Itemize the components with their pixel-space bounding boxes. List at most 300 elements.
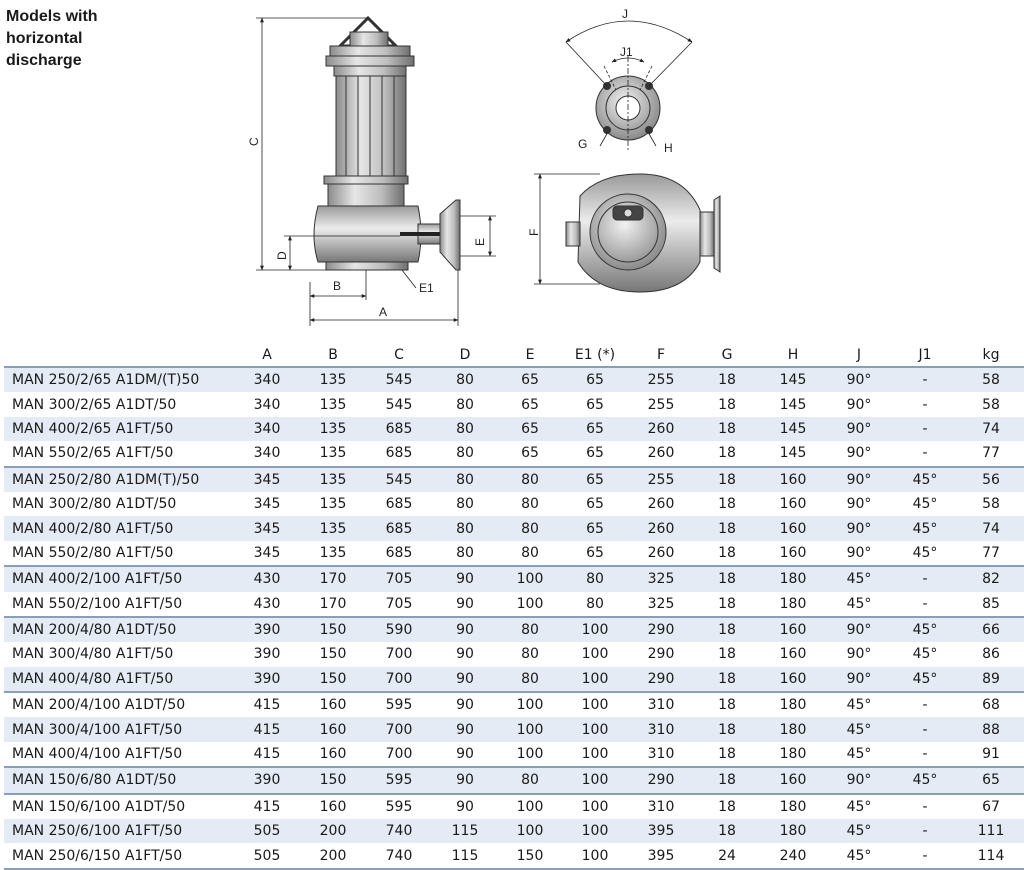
value-cell: 80: [498, 667, 562, 692]
value-cell: 90: [432, 617, 498, 642]
value-cell: 505: [234, 843, 300, 868]
value-cell: -: [922, 445, 928, 462]
value-cell: 180: [760, 692, 826, 717]
value-cell: 80: [521, 646, 539, 663]
value-cell: -: [892, 794, 958, 819]
value-cell: 180: [760, 566, 826, 591]
label-E: E: [473, 237, 487, 246]
value-cell: 45°: [892, 667, 958, 692]
value-cell: 685: [385, 496, 413, 513]
value-cell: 18: [718, 496, 736, 513]
value-cell: 415: [234, 794, 300, 819]
table-row: [4, 516, 1024, 540]
value-cell: 18: [718, 396, 736, 413]
table-row: [4, 467, 1024, 492]
value-cell: 685: [385, 445, 413, 462]
value-cell: 100: [562, 717, 628, 741]
value-cell: 595: [366, 692, 432, 717]
value-cell: 145: [760, 367, 826, 392]
model-name-cell: MAN 400/4/80 A1FT/50: [4, 667, 234, 692]
column-header: A: [234, 344, 300, 367]
value-cell: 45°: [846, 746, 872, 763]
value-cell: 290: [628, 667, 694, 692]
value-cell: 91: [982, 746, 1000, 763]
value-cell: 200: [300, 819, 366, 843]
value-cell: 160: [760, 767, 826, 793]
value-cell: 290: [647, 646, 675, 663]
value-cell: 90°: [846, 445, 872, 462]
value-cell: 18: [718, 746, 736, 763]
value-cell: 340: [234, 417, 300, 441]
value-cell: 80: [498, 516, 562, 540]
value-cell: 685: [385, 544, 413, 561]
value-cell: 82: [958, 566, 1024, 591]
value-cell: 90°: [826, 417, 892, 441]
value-cell: 100: [562, 667, 628, 692]
value-cell: 100: [562, 819, 628, 843]
value-cell: 90°: [826, 617, 892, 642]
label-B: B: [333, 279, 342, 293]
model-name-cell: MAN 150/6/100 A1DT/50: [4, 794, 234, 819]
value-cell: 100: [562, 617, 628, 642]
value-cell: 135: [300, 467, 366, 492]
value-cell: -: [892, 367, 958, 392]
value-cell: 18: [694, 566, 760, 591]
value-cell: 65: [562, 516, 628, 540]
value-cell: 90°: [826, 467, 892, 492]
value-cell: 345: [253, 544, 281, 561]
value-cell: 135: [319, 496, 347, 513]
value-cell: 590: [366, 617, 432, 642]
value-cell: 74: [958, 417, 1024, 441]
value-cell: 18: [694, 767, 760, 793]
value-cell: 100: [516, 746, 544, 763]
value-cell: 100: [562, 767, 628, 793]
value-cell: 18: [694, 367, 760, 392]
value-cell: 255: [628, 367, 694, 392]
model-name-cell: MAN 300/4/100 A1FT/50: [4, 717, 234, 741]
value-cell: 18: [718, 544, 736, 561]
value-cell: 18: [694, 417, 760, 441]
value-cell: 430: [253, 595, 281, 612]
column-header: J: [826, 344, 892, 367]
value-cell: 100: [562, 843, 628, 868]
value-cell: 90°: [826, 516, 892, 540]
value-cell: 80: [498, 767, 562, 793]
column-header: H: [760, 344, 826, 367]
table-row: [4, 819, 1024, 843]
value-cell: 68: [958, 692, 1024, 717]
value-cell: 80: [432, 467, 498, 492]
value-cell: 77: [982, 544, 1000, 561]
column-header: E: [498, 344, 562, 367]
value-cell: -: [892, 692, 958, 717]
value-cell: 180: [760, 794, 826, 819]
value-cell: -: [892, 566, 958, 591]
model-name-cell: MAN 250/2/80 A1DM(T)/50: [4, 467, 234, 492]
value-cell: 90: [432, 566, 498, 591]
value-cell: 200: [300, 843, 366, 868]
value-cell: 180: [779, 746, 807, 763]
value-cell: 700: [385, 646, 413, 663]
value-cell: 45°: [826, 717, 892, 741]
value-cell: 45°: [826, 819, 892, 843]
label-A: A: [379, 305, 388, 319]
table-header-row: [4, 344, 1024, 367]
value-cell: 80: [498, 467, 562, 492]
value-cell: 740: [366, 819, 432, 843]
value-cell: 100: [516, 595, 544, 612]
side-view: [314, 18, 460, 270]
table-row: [4, 566, 1024, 591]
table-row: [4, 392, 1024, 416]
value-cell: 45°: [826, 692, 892, 717]
value-cell: 260: [647, 445, 675, 462]
value-cell: -: [892, 417, 958, 441]
value-cell: 135: [300, 367, 366, 392]
model-name-cell: MAN 550/2/100 A1FT/50: [12, 595, 183, 612]
table-row: [4, 492, 1024, 516]
column-header: E1 (*): [562, 344, 628, 367]
value-cell: 145: [779, 445, 807, 462]
value-cell: 160: [760, 617, 826, 642]
column-header: kg: [958, 344, 1024, 367]
value-cell: 100: [498, 794, 562, 819]
value-cell: 160: [300, 717, 366, 741]
value-cell: 58: [982, 496, 1000, 513]
value-cell: 310: [647, 746, 675, 763]
value-cell: 160: [760, 667, 826, 692]
value-cell: 340: [234, 367, 300, 392]
value-cell: 18: [718, 445, 736, 462]
label-D: D: [275, 251, 289, 260]
value-cell: 18: [694, 667, 760, 692]
value-cell: 65: [586, 396, 604, 413]
value-cell: 700: [366, 717, 432, 741]
model-name-cell: MAN 250/6/150 A1FT/50: [4, 843, 234, 868]
value-cell: 135: [300, 516, 366, 540]
value-cell: 180: [760, 819, 826, 843]
value-cell: 65: [498, 367, 562, 392]
column-header: C: [366, 344, 432, 367]
value-cell: 58: [958, 367, 1024, 392]
column-header: B: [300, 344, 366, 367]
value-cell: 100: [562, 692, 628, 717]
value-cell: 390: [234, 617, 300, 642]
value-cell: 290: [628, 767, 694, 793]
model-name-cell: MAN 550/2/80 A1FT/50: [12, 544, 174, 561]
label-J1: J1: [620, 45, 633, 59]
model-name-cell: MAN 400/4/100 A1FT/50: [12, 746, 183, 763]
value-cell: 90°: [846, 544, 872, 561]
value-cell: 90: [456, 595, 474, 612]
value-cell: 160: [300, 692, 366, 717]
value-cell: 45°: [846, 595, 872, 612]
value-cell: 65: [958, 767, 1024, 793]
value-cell: 170: [319, 595, 347, 612]
value-cell: 65: [586, 544, 604, 561]
value-cell: -: [892, 717, 958, 741]
model-name-cell: MAN 250/2/65 A1DM/(T)50: [4, 367, 234, 392]
value-cell: 150: [319, 646, 347, 663]
value-cell: 160: [319, 746, 347, 763]
value-cell: 90: [432, 717, 498, 741]
value-cell: 325: [628, 566, 694, 591]
value-cell: 685: [366, 417, 432, 441]
value-cell: 100: [581, 746, 609, 763]
label-G: G: [578, 137, 588, 151]
value-cell: 290: [628, 617, 694, 642]
value-cell: -: [892, 819, 958, 843]
value-cell: 150: [300, 667, 366, 692]
model-name-cell: MAN 300/4/80 A1FT/50: [12, 646, 174, 663]
value-cell: 260: [628, 417, 694, 441]
value-cell: 685: [366, 516, 432, 540]
value-cell: 80: [586, 595, 604, 612]
model-name-cell: MAN 300/2/65 A1DT/50: [12, 396, 177, 413]
value-cell: 705: [366, 566, 432, 591]
value-cell: 56: [958, 467, 1024, 492]
value-cell: 700: [385, 746, 413, 763]
value-cell: 45°: [826, 843, 892, 868]
value-cell: -: [922, 396, 928, 413]
value-cell: 345: [234, 467, 300, 492]
value-cell: 65: [498, 417, 562, 441]
value-cell: 700: [366, 667, 432, 692]
value-cell: 415: [234, 717, 300, 741]
value-cell: 45°: [912, 496, 938, 513]
heading-line-1: Models with: [6, 8, 98, 25]
column-header: F: [628, 344, 694, 367]
table-row: [4, 794, 1024, 819]
value-cell: 45°: [892, 467, 958, 492]
value-cell: 170: [300, 566, 366, 591]
value-cell: 80: [456, 544, 474, 561]
label-E1: E1: [419, 281, 434, 295]
value-cell: 260: [647, 544, 675, 561]
value-cell: 45°: [826, 566, 892, 591]
value-cell: 100: [562, 794, 628, 819]
value-cell: 67: [958, 794, 1024, 819]
value-cell: 340: [253, 445, 281, 462]
model-name-cell: MAN 250/6/100 A1FT/50: [4, 819, 234, 843]
value-cell: 340: [253, 396, 281, 413]
column-header: G: [694, 344, 760, 367]
value-cell: 90°: [826, 767, 892, 793]
value-cell: 18: [694, 794, 760, 819]
value-cell: 65: [586, 496, 604, 513]
table-row: [4, 843, 1024, 868]
value-cell: 595: [366, 794, 432, 819]
value-cell: 65: [521, 445, 539, 462]
value-cell: 180: [779, 595, 807, 612]
value-cell: 545: [366, 367, 432, 392]
heading-line-2: horizontal: [6, 30, 83, 47]
value-cell: 45°: [892, 516, 958, 540]
value-cell: 114: [958, 843, 1024, 868]
value-cell: 145: [760, 417, 826, 441]
label-C: C: [247, 137, 261, 146]
value-cell: 66: [958, 617, 1024, 642]
value-cell: 145: [779, 396, 807, 413]
value-cell: 18: [694, 692, 760, 717]
value-cell: 80: [498, 617, 562, 642]
value-cell: 90: [432, 767, 498, 793]
model-name-cell: MAN 400/2/65 A1FT/50: [4, 417, 234, 441]
value-cell: 111: [958, 819, 1024, 843]
value-cell: 260: [628, 516, 694, 540]
value-cell: 260: [647, 496, 675, 513]
value-cell: 415: [253, 746, 281, 763]
value-cell: 80: [432, 417, 498, 441]
value-cell: 100: [498, 566, 562, 591]
value-cell: 505: [234, 819, 300, 843]
value-cell: 390: [234, 767, 300, 793]
value-cell: 58: [982, 396, 1000, 413]
value-cell: 65: [521, 396, 539, 413]
value-cell: 90°: [826, 367, 892, 392]
table-body: [4, 367, 1024, 869]
value-cell: 255: [628, 467, 694, 492]
value-cell: 80: [456, 396, 474, 413]
value-cell: 310: [628, 692, 694, 717]
value-cell: 390: [253, 646, 281, 663]
value-cell: 18: [694, 467, 760, 492]
table-row: [4, 617, 1024, 642]
value-cell: 18: [694, 717, 760, 741]
value-cell: 90°: [826, 667, 892, 692]
value-cell: 45°: [912, 646, 938, 663]
value-cell: 90°: [846, 396, 872, 413]
table-row: [4, 592, 1024, 617]
table-row: [4, 717, 1024, 741]
table-row: [4, 642, 1024, 666]
pump-dimension-drawing: [0, 0, 1024, 340]
value-cell: 100: [498, 819, 562, 843]
value-cell: 45°: [912, 544, 938, 561]
value-cell: 65: [562, 417, 628, 441]
value-cell: 150: [300, 617, 366, 642]
value-cell: 325: [647, 595, 675, 612]
value-cell: 18: [718, 646, 736, 663]
model-name-cell: MAN 400/2/80 A1FT/50: [4, 516, 234, 540]
value-cell: 135: [319, 445, 347, 462]
table-row: [4, 541, 1024, 566]
value-cell: 180: [760, 717, 826, 741]
table-row: [4, 767, 1024, 793]
value-cell: 390: [234, 667, 300, 692]
column-header: D: [432, 344, 498, 367]
value-cell: 160: [779, 544, 807, 561]
value-cell: 345: [234, 516, 300, 540]
label-F: F: [527, 228, 541, 236]
table-row: [4, 441, 1024, 466]
value-cell: -: [892, 843, 958, 868]
value-cell: 545: [385, 396, 413, 413]
table-row: [4, 667, 1024, 692]
value-cell: 90: [456, 646, 474, 663]
value-cell: 595: [366, 767, 432, 793]
value-cell: 18: [718, 595, 736, 612]
value-cell: 115: [432, 843, 498, 868]
value-cell: 88: [958, 717, 1024, 741]
value-cell: 135: [319, 396, 347, 413]
value-cell: 430: [234, 566, 300, 591]
model-name-cell: MAN 200/4/80 A1DT/50: [4, 617, 234, 642]
value-cell: 80: [562, 566, 628, 591]
column-header-model: [4, 344, 234, 367]
value-cell: 135: [319, 544, 347, 561]
value-cell: 80: [521, 544, 539, 561]
value-cell: 160: [779, 496, 807, 513]
value-cell: 395: [628, 819, 694, 843]
value-cell: 255: [647, 396, 675, 413]
value-cell: 86: [982, 646, 1000, 663]
value-cell: 240: [760, 843, 826, 868]
value-cell: 90: [456, 746, 474, 763]
value-cell: 160: [760, 467, 826, 492]
value-cell: 310: [628, 717, 694, 741]
value-cell: 395: [628, 843, 694, 868]
value-cell: 160: [779, 646, 807, 663]
value-cell: 80: [521, 496, 539, 513]
value-cell: 80: [456, 445, 474, 462]
value-cell: 160: [300, 794, 366, 819]
value-cell: 740: [366, 843, 432, 868]
value-cell: 18: [694, 819, 760, 843]
value-cell: 65: [562, 367, 628, 392]
value-cell: 65: [586, 445, 604, 462]
value-cell: 77: [982, 445, 1000, 462]
table-row: [4, 742, 1024, 767]
model-name-cell: MAN 550/2/65 A1FT/50: [12, 445, 174, 462]
column-header: J1: [892, 344, 958, 367]
plan-view: [566, 174, 720, 292]
model-name-cell: MAN 150/6/80 A1DT/50: [4, 767, 234, 793]
value-cell: 85: [982, 595, 1000, 612]
value-cell: 74: [958, 516, 1024, 540]
value-cell: 100: [581, 646, 609, 663]
model-name-cell: MAN 400/2/100 A1FT/50: [4, 566, 234, 591]
value-cell: 90°: [846, 646, 872, 663]
table-row: [4, 692, 1024, 717]
value-cell: 89: [958, 667, 1024, 692]
value-cell: 115: [432, 819, 498, 843]
value-cell: 90: [432, 794, 498, 819]
value-cell: 80: [432, 516, 498, 540]
value-cell: -: [922, 746, 928, 763]
value-cell: 45°: [826, 794, 892, 819]
value-cell: 65: [562, 467, 628, 492]
value-cell: 545: [366, 467, 432, 492]
value-cell: 345: [253, 496, 281, 513]
value-cell: 90: [432, 692, 498, 717]
value-cell: 80: [432, 367, 498, 392]
label-H: H: [664, 141, 673, 155]
value-cell: 415: [234, 692, 300, 717]
value-cell: 100: [498, 692, 562, 717]
value-cell: 135: [300, 417, 366, 441]
value-cell: 90°: [846, 496, 872, 513]
value-cell: 45°: [892, 617, 958, 642]
table-row: [4, 417, 1024, 441]
value-cell: 24: [694, 843, 760, 868]
value-cell: 45°: [892, 767, 958, 793]
value-cell: -: [922, 595, 928, 612]
value-cell: 310: [628, 794, 694, 819]
value-cell: 705: [385, 595, 413, 612]
table-row: [4, 367, 1024, 392]
